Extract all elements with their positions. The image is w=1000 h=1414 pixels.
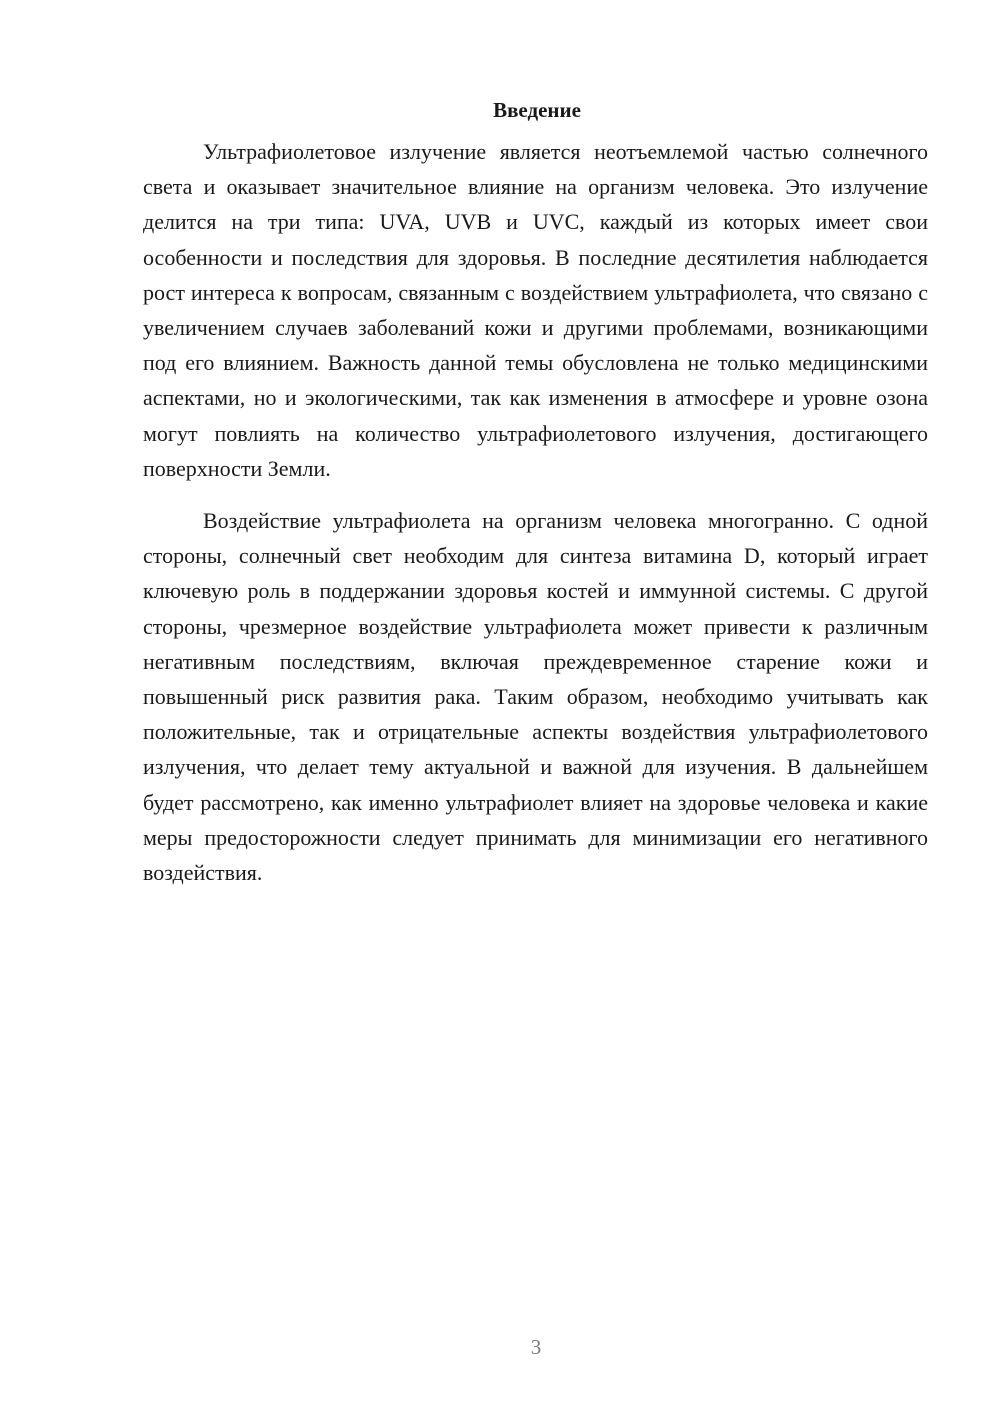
paragraph-1: Ультрафиолетовое излучение является неотъемлемой частью солнечного света и оказывает значительное влияние на организм человека. Это излучение делится на три типа: UVA, UVB и UVC, каждый из которых имеет свои особенности и последствия для здоровья. В последние десятилетия наблюдается рост интереса к вопросам, связанным с воздействием ультрафиолета, что связано с увеличением случаев заболеваний кожи и другими проблемами, возникающими под его влиянием. Важность данной темы обусловлена не только медицинскими аспектами, но и экологическими, так как изменения в атмосфере и уровне озона могут повлиять на количество ультрафиолетового излучения, достигающего поверхности Земли. bbox=[143, 139, 928, 481]
document-body bbox=[143, 96, 928, 890]
page-number: 3 bbox=[530, 1335, 542, 1359]
paragraph-2: Воздействие ультрафиолета на организм человека многогранно. С одной стороны, солнечный свет необходим для синтеза витамина D, который играет ключевую роль в поддержании здоровья костей и иммунной системы. С другой стороны, чрезмерное воздействие ультрафиолета может привести к различным негативным последствиям, включая преждевременное старение кожи и повышенный риск развития рака. Таким образом, необходимо учитывать как положительные, так и отрицательные аспекты воздействия ультрафиолетового излучения, что делает тему актуальной и важной для изучения. В дальнейшем будет рассмотрено, как именно ультрафиолет влияет на здоровье человека и какие меры предосторожности следует принимать для минимизации его негативного воздействия. bbox=[143, 508, 928, 886]
section-heading: Введение bbox=[493, 98, 581, 122]
